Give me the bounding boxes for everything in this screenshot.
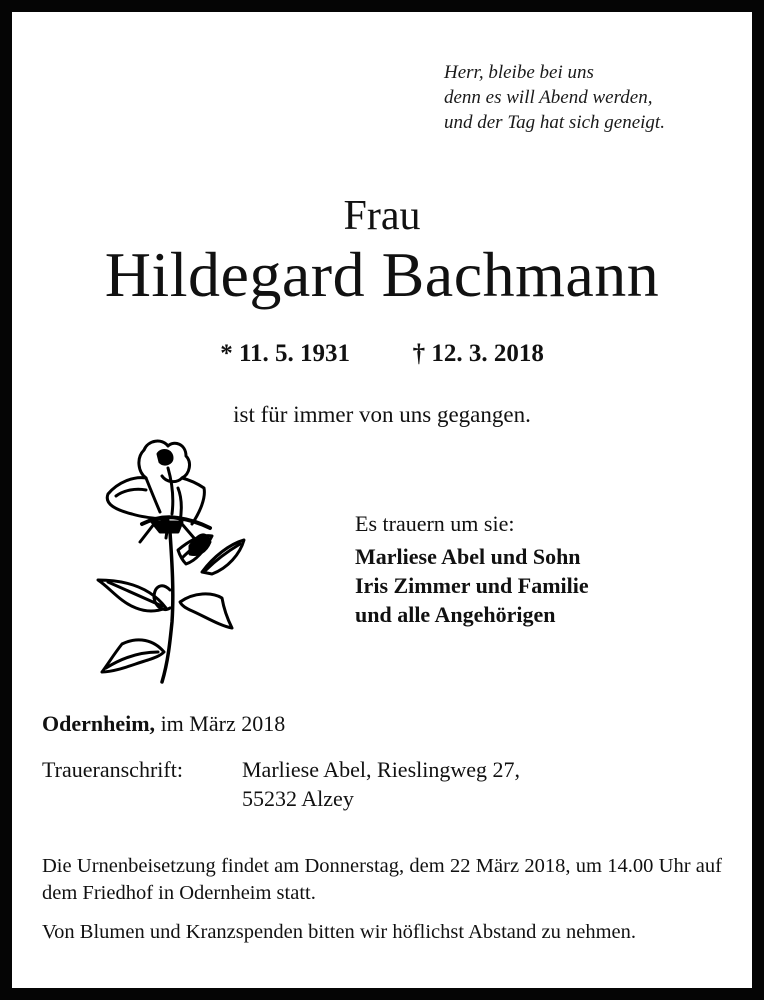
birth-date: 11. 5. 1931 — [238, 340, 351, 367]
mourner-name: Marliese Abel und Sohn — [355, 544, 581, 569]
date: im März 2018 — [160, 711, 286, 736]
verse-line: und der Tag hat sich geneigt. — [444, 112, 665, 133]
passed-away-text: ist für immer von uns gegangen. — [233, 402, 531, 427]
deceased-name: Hildegard Bachmann — [104, 239, 660, 310]
place-date — [42, 709, 285, 739]
verse-line: denn es will Abend werden, — [444, 87, 653, 108]
address-line: 55232 Alzey — [242, 786, 354, 811]
mourner-name: und alle Angehörigen — [355, 602, 556, 627]
mourners — [355, 509, 589, 629]
cross-icon: † — [412, 340, 426, 367]
obituary-notice — [12, 12, 752, 988]
address-line: Marliese Abel, Rieslingweg 27, — [242, 757, 521, 782]
bible-verse — [444, 60, 665, 135]
death-date: 12. 3. 2018 — [431, 340, 544, 367]
birth-symbol: * — [220, 340, 233, 367]
verse-line: Herr, bleibe bei uns — [444, 62, 594, 83]
rose-icon — [82, 432, 262, 692]
mourners-intro: Es trauern um sie: — [355, 511, 515, 536]
place: Odernheim, — [42, 711, 156, 736]
burial-notice: Die Urnenbeisetzung findet am Donnerstag, dem 22 März 2018, um 14.00 Uhr auf dem Friedhof in Odernheim statt. — [42, 855, 722, 904]
mourner-name: Iris Zimmer und Familie — [355, 573, 589, 598]
mourning-address — [42, 755, 520, 813]
salutation: Frau — [343, 193, 421, 239]
flowers-notice: Von Blumen und Kranzspenden bitten wir höflichst Abstand zu nehmen. — [42, 921, 637, 943]
life-dates — [12, 338, 752, 370]
address-label: Traueranschrift: — [42, 757, 183, 782]
